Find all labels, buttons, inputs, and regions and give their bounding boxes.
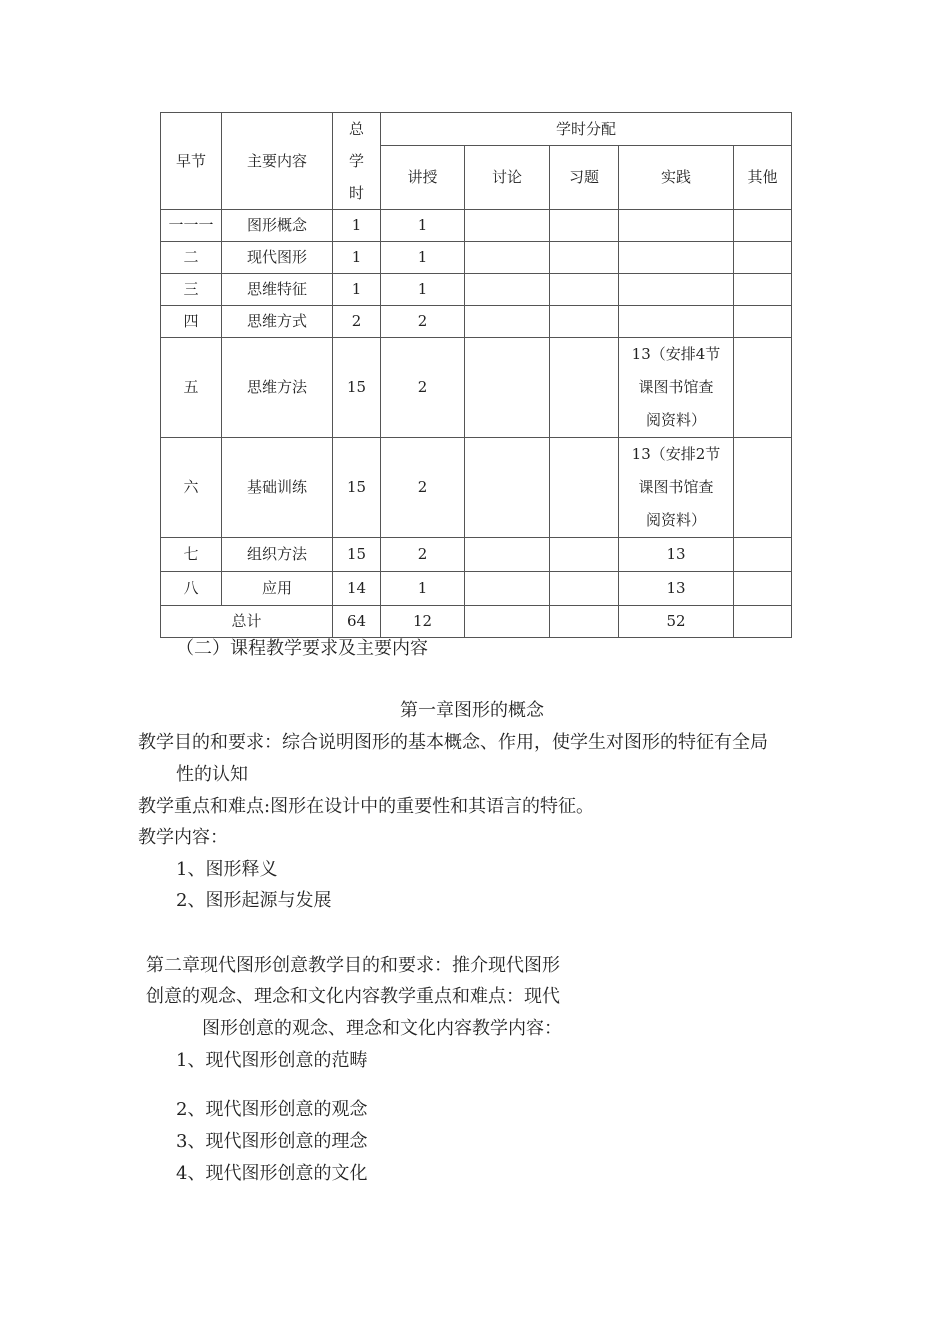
exercise-cell <box>550 338 619 438</box>
exercise-cell <box>550 438 619 538</box>
practice-cell <box>619 210 734 242</box>
discussion-cell <box>465 306 550 338</box>
practice-line: 课图书馆查 <box>638 478 714 496</box>
exercise-cell <box>550 538 619 572</box>
content-cell: 应用 <box>222 572 333 606</box>
lecture-cell: 1 <box>381 242 465 274</box>
lecture-cell: 1 <box>381 210 465 242</box>
practice-line: 13 <box>666 579 686 597</box>
total-hours-cell: 14 <box>333 572 381 606</box>
chapter1-title: 第一章图形的概念 <box>400 700 544 721</box>
lecture-cell: 2 <box>381 538 465 572</box>
practice-line: 阅资料） <box>645 511 706 529</box>
total-hours-sum: 64 <box>333 606 381 638</box>
total-label: 总计 <box>161 606 333 638</box>
header-chapter: 早节 <box>161 113 222 210</box>
exercise-cell <box>550 306 619 338</box>
table-row <box>161 242 792 274</box>
discussion-cell <box>465 338 550 438</box>
practice-cell <box>619 242 734 274</box>
chapter-cell: 六 <box>161 438 222 538</box>
chapter-cell: 一一一 <box>161 210 222 242</box>
lecture-cell: 1 <box>381 572 465 606</box>
content-cell: 图形概念 <box>222 210 333 242</box>
exercise-cell <box>550 210 619 242</box>
header-lecture: 讲授 <box>381 146 465 210</box>
other-cell <box>734 306 792 338</box>
chapter2-item: 3、现代图形创意的理念 <box>176 1131 368 1152</box>
chapter2-line2: 创意的观念、理念和文化内容教学重点和难点：现代 <box>146 986 560 1007</box>
header-exercise: 习题 <box>550 146 619 210</box>
practice-line: 13（安排4节 <box>631 345 721 363</box>
total-hours-cell: 1 <box>333 210 381 242</box>
other-cell <box>734 572 792 606</box>
chapter2-line1: 第二章现代图形创意教学目的和要求：推介现代图形 <box>146 955 560 976</box>
table-row <box>161 572 792 606</box>
chapter2-item: 4、现代图形创意的文化 <box>176 1163 368 1184</box>
chapter1-goal-line1: 教学目的和要求：综合说明图形的基本概念、作用，使学生对图形的特征有全局 <box>138 732 768 753</box>
content-cell: 思维方法 <box>222 338 333 438</box>
chapter2-line3: 图形创意的观念、理念和文化内容教学内容： <box>202 1018 562 1039</box>
discussion-cell <box>465 438 550 538</box>
header-total-char: 总 <box>348 120 364 138</box>
other-cell <box>734 242 792 274</box>
total-hours-cell: 1 <box>333 242 381 274</box>
practice-line: 阅资料） <box>645 411 706 429</box>
header-allocation: 学时分配 <box>381 113 792 146</box>
practice-cell <box>619 572 734 606</box>
header-other: 其他 <box>734 146 792 210</box>
chapter1-item: 2、图形起源与发展 <box>176 890 332 911</box>
header-discussion: 讨论 <box>465 146 550 210</box>
total-hours-cell: 2 <box>333 306 381 338</box>
total-discussion <box>465 606 550 638</box>
total-lecture-sum: 12 <box>381 606 465 638</box>
chapter-cell: 三 <box>161 274 222 306</box>
other-cell <box>734 274 792 306</box>
header-practice: 实践 <box>619 146 734 210</box>
other-cell <box>734 438 792 538</box>
practice-line: 13（安排2节 <box>631 445 721 463</box>
hours-allocation-table <box>160 112 792 638</box>
table-row <box>161 210 792 242</box>
practice-cell <box>619 438 734 538</box>
practice-cell <box>619 306 734 338</box>
practice-cell <box>619 274 734 306</box>
chapter1-key-points: 教学重点和难点:图形在设计中的重要性和其语言的特征。 <box>138 796 595 817</box>
content-cell: 基础训练 <box>222 438 333 538</box>
section-heading: （二）课程教学要求及主要内容 <box>176 638 428 659</box>
header-total-char: 学 <box>348 152 364 170</box>
chapter-cell: 五 <box>161 338 222 438</box>
other-cell <box>734 210 792 242</box>
discussion-cell <box>465 538 550 572</box>
lecture-cell: 2 <box>381 438 465 538</box>
header-total-char: 时 <box>348 184 364 202</box>
discussion-cell <box>465 572 550 606</box>
content-cell: 组织方法 <box>222 538 333 572</box>
table-row <box>161 274 792 306</box>
table-row <box>161 438 792 538</box>
total-hours-cell: 15 <box>333 538 381 572</box>
total-hours-cell: 1 <box>333 274 381 306</box>
chapter-cell: 二 <box>161 242 222 274</box>
discussion-cell <box>465 274 550 306</box>
chapter1-goal-line2: 性的认知 <box>176 764 248 785</box>
content-cell: 思维特征 <box>222 274 333 306</box>
table-row <box>161 538 792 572</box>
total-hours-cell: 15 <box>333 338 381 438</box>
table-row <box>161 338 792 438</box>
content-cell: 现代图形 <box>222 242 333 274</box>
discussion-cell <box>465 210 550 242</box>
chapter-cell: 八 <box>161 572 222 606</box>
practice-line: 课图书馆查 <box>638 378 714 396</box>
practice-line: 13 <box>666 545 686 563</box>
chapter-cell: 七 <box>161 538 222 572</box>
content-cell: 思维方式 <box>222 306 333 338</box>
exercise-cell <box>550 572 619 606</box>
practice-cell <box>619 338 734 438</box>
table-body <box>161 210 792 606</box>
practice-cell <box>619 538 734 572</box>
exercise-cell <box>550 274 619 306</box>
lecture-cell: 2 <box>381 338 465 438</box>
table-row <box>161 306 792 338</box>
chapter-cell: 四 <box>161 306 222 338</box>
other-cell <box>734 538 792 572</box>
header-total-hours <box>333 113 381 210</box>
other-cell <box>734 338 792 438</box>
chapter1-item: 1、图形释义 <box>176 859 278 880</box>
exercise-cell <box>550 242 619 274</box>
discussion-cell <box>465 242 550 274</box>
total-exercise <box>550 606 619 638</box>
lecture-cell: 1 <box>381 274 465 306</box>
total-other <box>734 606 792 638</box>
chapter2-item: 2、现代图形创意的观念 <box>176 1099 368 1120</box>
total-practice-sum: 52 <box>619 606 734 638</box>
lecture-cell: 2 <box>381 306 465 338</box>
total-hours-cell: 15 <box>333 438 381 538</box>
chapter2-item: 1、现代图形创意的范畴 <box>176 1050 368 1071</box>
header-main-content: 主要内容 <box>222 113 333 210</box>
chapter1-content-label: 教学内容： <box>138 827 228 848</box>
